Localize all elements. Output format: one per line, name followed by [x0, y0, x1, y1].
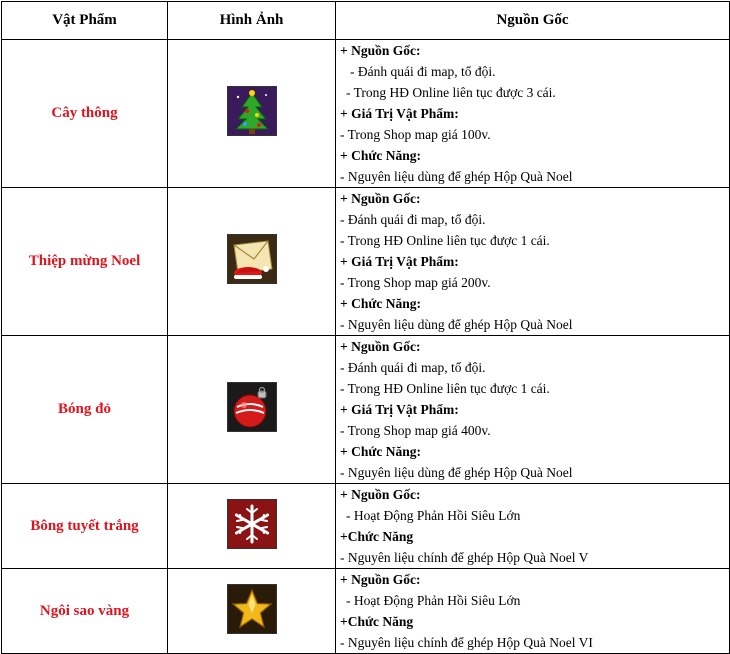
- header-image: Hình Ảnh: [168, 2, 336, 40]
- function-line: - Nguyên liệu chính để ghép Hộp Quà Noel V: [340, 550, 589, 565]
- origin-heading: + Nguồn Gốc:: [340, 191, 421, 206]
- item-name: Thiệp mừng Noel: [2, 188, 168, 336]
- function-line: - Nguyên liệu dùng để ghép Hộp Quà Noel: [340, 317, 573, 332]
- christmas-card-icon: [227, 234, 277, 284]
- item-name: Ngôi sao vàng: [2, 569, 168, 654]
- table-row: [2, 484, 730, 569]
- value-heading: + Giá Trị Vật Phẩm:: [340, 106, 459, 121]
- origin-line: - Đánh quái đi map, tổ đội.: [340, 212, 486, 227]
- snowflake-icon: [227, 499, 277, 549]
- value-heading: + Giá Trị Vật Phẩm:: [340, 254, 459, 269]
- origin-heading: + Nguồn Gốc:: [340, 43, 421, 58]
- item-name: Bóng đỏ: [2, 336, 168, 484]
- function-heading: + Chức Năng:: [340, 148, 422, 163]
- table-row: [2, 188, 730, 336]
- value-line: - Trong Shop map giá 100v.: [340, 127, 491, 142]
- origin-line: - Trong HĐ Online liên tục được 1 cái.: [340, 233, 550, 248]
- origin-line: - Trong HĐ Online liên tục được 3 cái.: [346, 85, 556, 100]
- header-row: [2, 2, 730, 40]
- function-heading: +Chức Năng: [340, 529, 414, 544]
- origin-line: - Hoạt Động Phản Hồi Siêu Lớn: [346, 508, 521, 523]
- table-row: [2, 569, 730, 654]
- function-line: - Nguyên liệu chính để ghép Hộp Quà Noel VI: [340, 635, 593, 650]
- value-heading: + Giá Trị Vật Phẩm:: [340, 402, 459, 417]
- table-row: [2, 336, 730, 484]
- origin-line: - Đánh quái đi map, tổ đội.: [350, 64, 496, 79]
- function-line: - Nguyên liệu dùng để ghép Hộp Quà Noel: [340, 465, 573, 480]
- item-name: Cây thông: [2, 40, 168, 188]
- origin-line: - Đánh quái đi map, tổ đội.: [340, 360, 486, 375]
- item-name: Bông tuyết trắng: [2, 484, 168, 569]
- origin-heading: + Nguồn Gốc:: [340, 487, 421, 502]
- function-line: - Nguyên liệu dùng để ghép Hộp Quà Noel: [340, 169, 573, 184]
- table-row: [2, 40, 730, 188]
- origin-line: - Hoạt Động Phản Hồi Siêu Lớn: [346, 593, 521, 608]
- header-item: Vật Phẩm: [2, 2, 168, 40]
- function-heading: +Chức Năng: [340, 614, 414, 629]
- header-origin: Nguồn Gốc: [336, 2, 730, 40]
- value-line: - Trong Shop map giá 200v.: [340, 275, 491, 290]
- origin-heading: + Nguồn Gốc:: [340, 572, 421, 587]
- christmas-tree-icon: [227, 86, 277, 136]
- origin-line: - Trong HĐ Online liên tục được 1 cái.: [340, 381, 550, 396]
- gold-star-icon: [227, 584, 277, 634]
- red-ornament-icon: [227, 382, 277, 432]
- function-heading: + Chức Năng:: [340, 296, 422, 311]
- items-table: [1, 1, 730, 654]
- value-line: - Trong Shop map giá 400v.: [340, 423, 491, 438]
- origin-heading: + Nguồn Gốc:: [340, 339, 421, 354]
- function-heading: + Chức Năng:: [340, 444, 422, 459]
